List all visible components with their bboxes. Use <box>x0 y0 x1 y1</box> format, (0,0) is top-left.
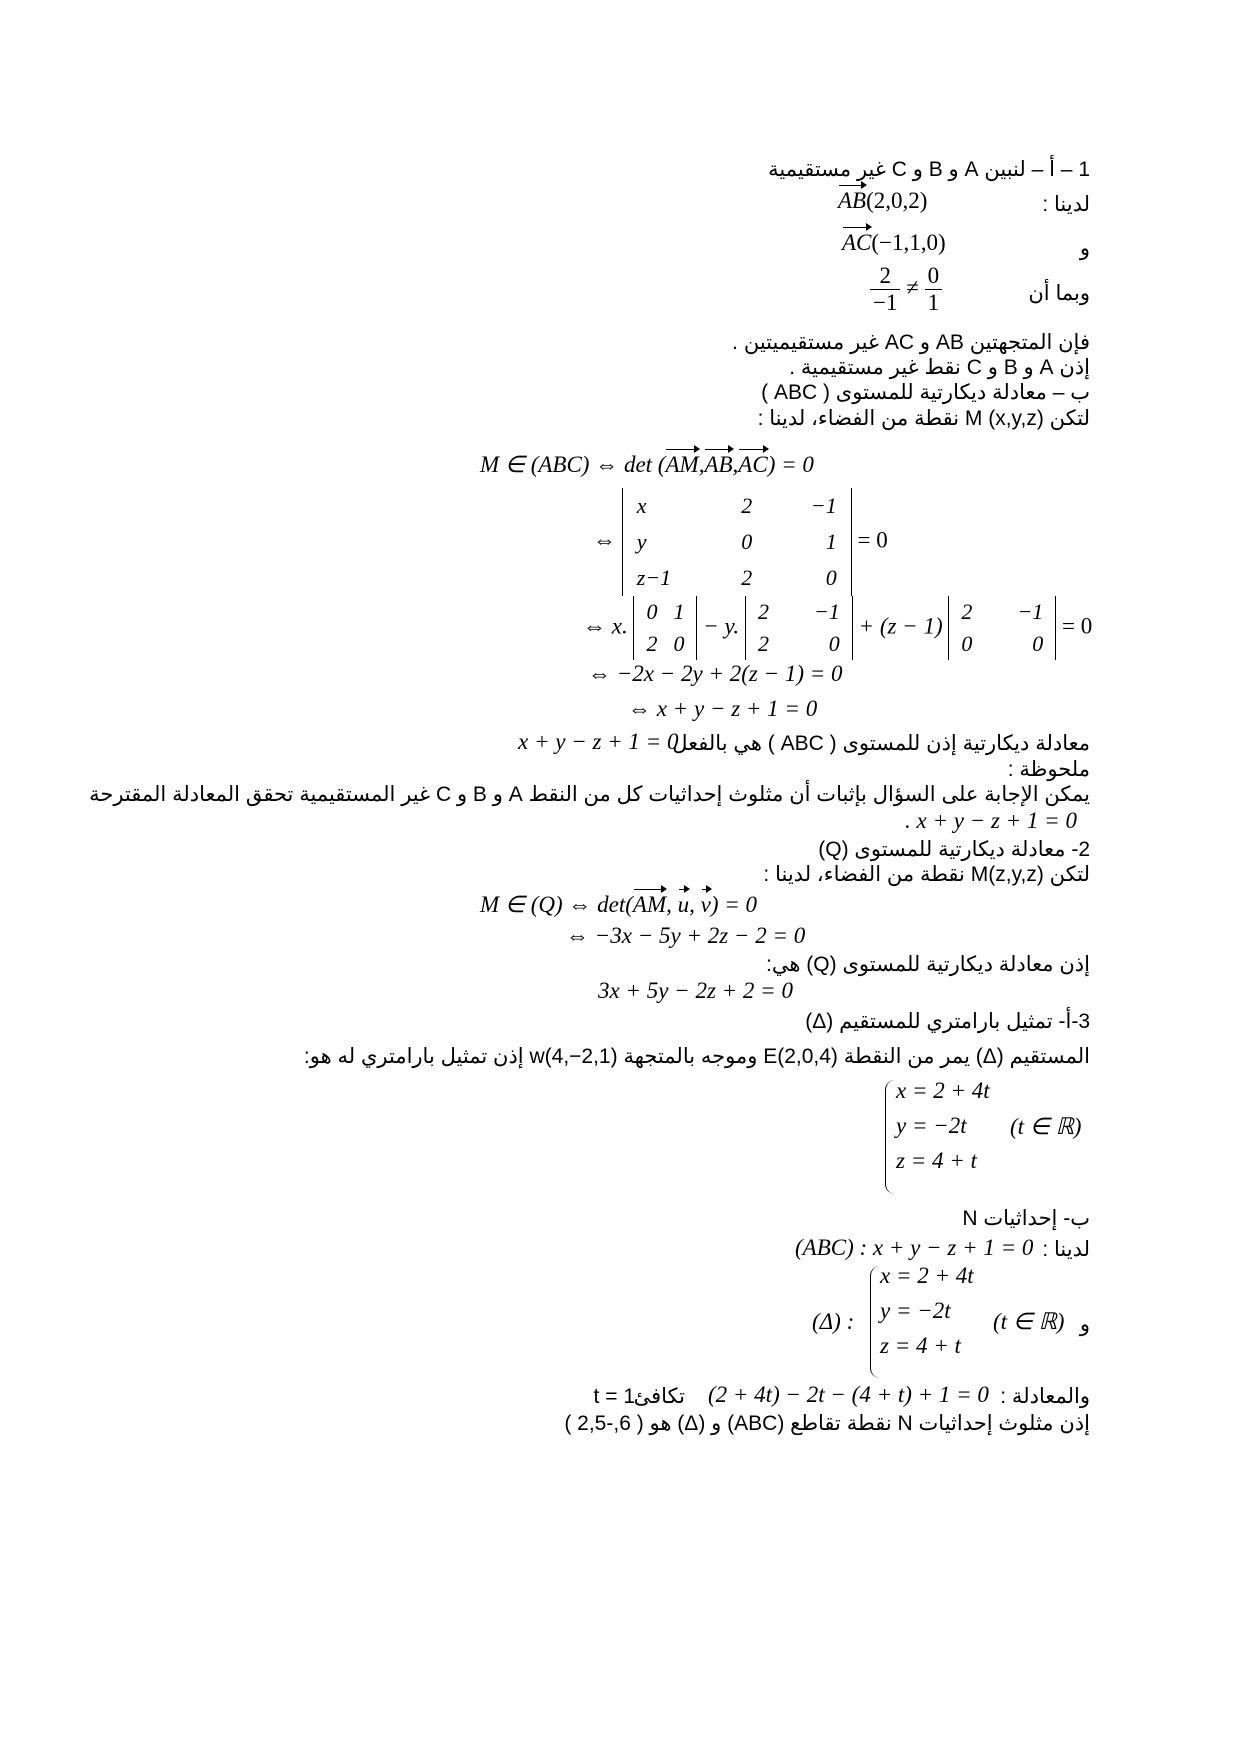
ab-coords: (2,0,2) <box>866 188 928 213</box>
fraction-left: $\frac{2}{-1}$ <box>870 263 900 317</box>
part1-since: وبما أن <box>1028 282 1090 305</box>
sys2-line-y: y = −2t <box>880 1298 951 1323</box>
minor-z: 2 −1 0 0 <box>948 596 1056 660</box>
sys-line-z: z = 4 + t <box>896 1148 977 1173</box>
vector-u: u <box>677 892 690 917</box>
plane-abc-eq: (ABC) : x + y − z + 1 = 0 <box>795 1235 1034 1260</box>
neq-sign: ≠ <box>906 275 919 301</box>
equation-q-expanded: ⇔ −3x − 5y + 2z − 2 = 0 <box>566 923 806 948</box>
note-line1: يمكن الإجابة على السؤال بإثبات أن مثلوث إحداثيات كل من النقط A و B و C غير المستقيمية تحقق المعادلة المقترحة <box>89 783 1090 806</box>
det-matrix: x 2 −1 y 0 1 z−1 2 0 <box>622 488 852 596</box>
sys2-line-z: z = 4 + t <box>880 1333 961 1358</box>
part1-conclusion-vectors: فإن المتجهتين AB و AC غير مستقيميتين . <box>732 331 1090 354</box>
equivalent-word: تكافئ <box>633 1385 685 1408</box>
vector-ab: AB <box>704 452 733 477</box>
part2-result-text: إذن معادلة ديكارتية للمستوى (Q) هي: <box>766 953 1090 976</box>
part1b-let-m: لتكن M (x,y,z) نقطة من الفضاء، لدينا : <box>757 407 1090 430</box>
note-line2: . x + y − z + 1 = 0 <box>905 808 1077 833</box>
determinant-3x3: ⇔ x 2 −1 y 0 1 z−1 2 0 = 0 <box>593 488 888 596</box>
vector-ac: AC <box>738 452 768 477</box>
cofactor-expansion: ⇔ x. 0 1 2 0 − y. 2 −1 2 0 + (z − 1) 2 −1 0 0 = 0 <box>583 596 1092 660</box>
part3b-and: و <box>1079 1313 1090 1336</box>
t-value: t = 1 <box>593 1385 635 1408</box>
vector-v: v <box>700 892 711 917</box>
fraction-comparison <box>870 263 942 317</box>
equation-det-q: M ∈ (Q) ⇔ det(AM, u, v) = 0 <box>480 892 758 917</box>
vector-ac: AC <box>842 230 872 255</box>
vector-ab: AB <box>838 188 867 213</box>
sys-line-y: y = −2t <box>896 1113 967 1138</box>
note-title: ملحوظة : <box>1007 758 1090 781</box>
delta-label: (Δ) : <box>812 1309 855 1334</box>
part1b-result-text: معادلة ديكارتية إذن للمستوى ( ABC ) هي بالفعل <box>672 732 1090 755</box>
part3-title: 3-أ- تمثيل بارامتري للمستقيم (Δ) <box>805 1010 1090 1033</box>
system-brace <box>885 1080 896 1194</box>
minor-x: 0 1 2 0 <box>633 596 697 660</box>
part1b-result-eq: x + y − z + 1 = 0 <box>518 729 679 754</box>
equation-label: والمعادلة : <box>1000 1385 1090 1408</box>
vector-ab-coords <box>838 188 927 214</box>
part2-result-eq: 3x + 5y − 2z + 2 = 0 <box>598 978 793 1003</box>
ac-coords: (−1,1,0) <box>871 230 946 255</box>
parametric-system-2 <box>880 1263 974 1368</box>
part1-conclusion-points: إذن A و B و C نقط غير مستقيمية . <box>789 356 1090 379</box>
substituted-equation: (2 + 4t) − 2t − (4 + t) + 1 = 0 <box>708 1382 989 1407</box>
equation-det-abc: M ∈ (ABC) ⇔ det (AM,AB,AC) = 0 <box>480 452 814 477</box>
sys2-line-x: x = 2 + 4t <box>880 1263 974 1288</box>
vector-am: AM <box>632 892 667 917</box>
fraction-right: $\frac{0}{1}$ <box>925 263 943 317</box>
part1b-title: ب – معادلة ديكارتية للمستوى ( ABC ) <box>761 381 1090 404</box>
part1-have: لدينا : <box>1042 193 1090 216</box>
minor-y: 2 −1 2 0 <box>745 596 853 660</box>
final-result: إذن مثلوث إحداثيات N نقطة تقاطع (ABC) و (Δ) هو ( 6,-2,5 ) <box>564 1412 1090 1435</box>
part2-let-m: لتكن M(z,y,z) نقطة من الفضاء، لدينا : <box>763 863 1090 886</box>
part1-and: و <box>1079 237 1090 260</box>
param-domain: (t ∈ ℝ) <box>1010 1114 1082 1139</box>
sys-line-x: x = 2 + 4t <box>896 1078 990 1103</box>
vector-am: AM <box>665 452 699 477</box>
part3b-title: ب- إحداثيات N <box>962 1207 1090 1230</box>
equation-step5: ⇔ x + y − z + 1 = 0 <box>628 696 818 721</box>
equation-step4: ⇔ −2x − 2y + 2(z − 1) = 0 <box>588 661 843 686</box>
param-domain-2: (t ∈ ℝ) <box>993 1309 1065 1334</box>
part1-title: 1 – أ – لنبين A و B و C غير مستقيمية <box>768 158 1090 181</box>
part3b-have: لدينا : <box>1042 1238 1090 1261</box>
vector-ac-coords <box>842 230 946 256</box>
parametric-system <box>896 1078 990 1183</box>
part2-title: 2- معادلة ديكارتية للمستوى (Q) <box>818 838 1090 861</box>
part3-line-text: المستقيم (Δ) يمر من النقطة E(2,0,4) وموجه بالمتجهة w(4,−2,1) إذن تمثيل بارامتري له هو: <box>303 1045 1090 1068</box>
